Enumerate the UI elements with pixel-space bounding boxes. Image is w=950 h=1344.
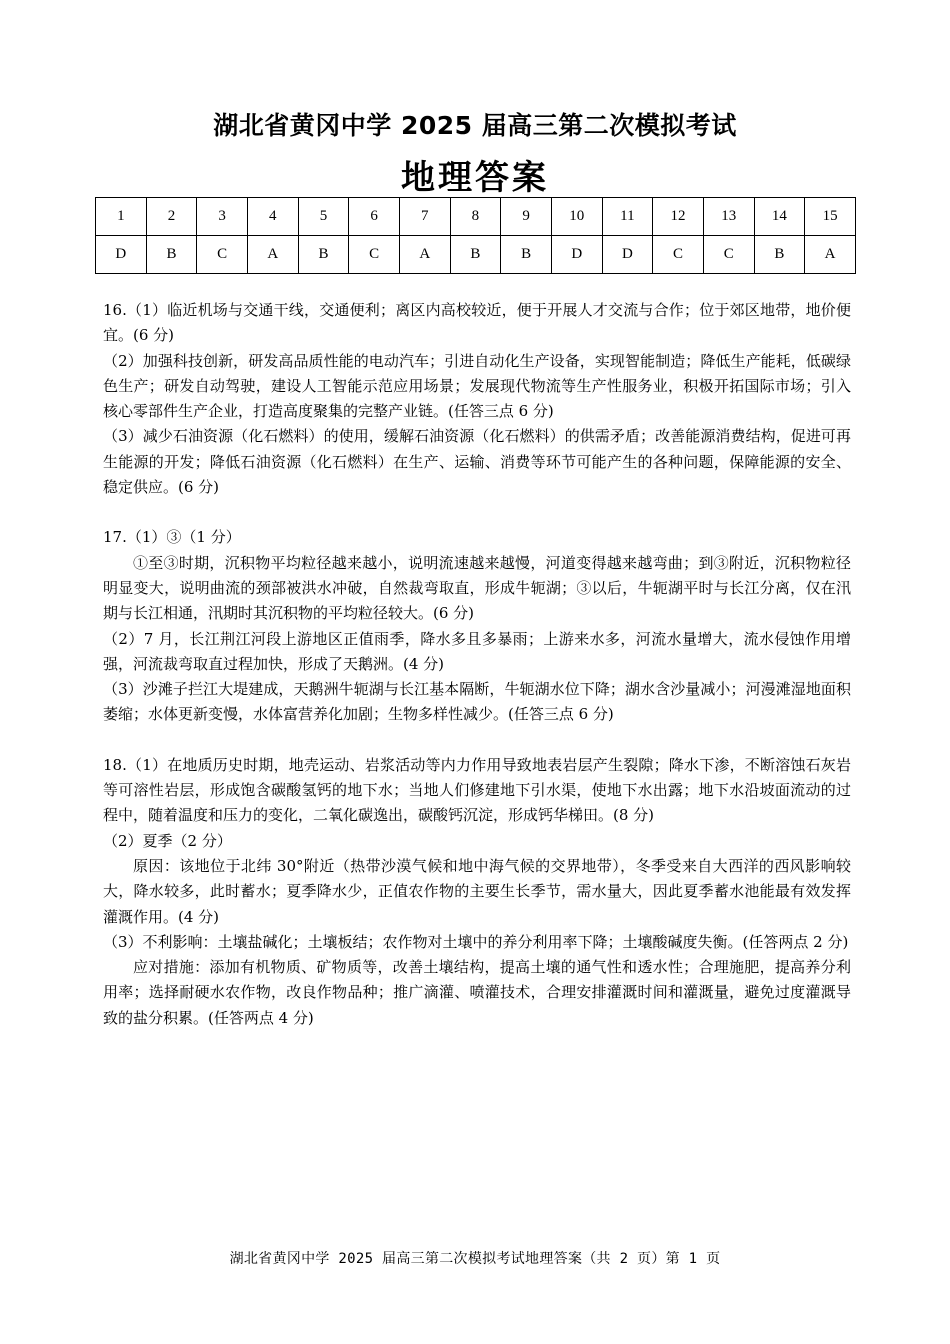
question-number-cell: 15 — [805, 198, 856, 236]
multiple-choice-answer-table — [95, 197, 856, 274]
q17-part1: 17.（1）③（1 分） — [103, 528, 241, 547]
question-number-row — [96, 198, 856, 236]
question-16-block — [103, 298, 851, 500]
answer-cell: D — [96, 236, 147, 274]
answer-cell: C — [197, 236, 248, 274]
question-number-cell: 12 — [653, 198, 704, 236]
document-subtitle: 地理答案 — [401, 158, 549, 198]
answer-cell: A — [805, 236, 856, 274]
answer-cell: A — [247, 236, 298, 274]
answer-cell: B — [298, 236, 349, 274]
q17-part1-explanation: ①至③时期，沉积物平均粒径越来越小，说明流速越来越慢，河道变得越来越弯曲；到③附近，沉积物粒径明显变大，说明曲流的颈部被洪水冲破，自然裁弯取直，形成牛轭湖；③以后，牛轭湖平时与长江分离，仅在汛期与长江相通，汛期时其沉积物的平均粒径较大。(6 分) — [103, 553, 851, 623]
q17-part2: （2）7 月，长江荆江河段上游地区正值雨季，降水多且多暴雨；上游来水多，河流水量增大，流水侵蚀作用增强，河流裁弯取直过程加快，形成了天鹅洲。(4 分) — [103, 629, 851, 673]
question-number-cell: 13 — [703, 198, 754, 236]
answer-cell: D — [551, 236, 602, 274]
q16-part3: （3）减少石油资源（化石燃料）的使用，缓解石油资源（化石燃料）的供需矛盾；改善能源消费结构，促进可再生能源的开发；降低石油资源（化石燃料）在生产、运输、消费等环节可能产生的各种问题，保障能源的安全、稳定供应。(6 分) — [103, 427, 851, 497]
question-number-cell: 10 — [551, 198, 602, 236]
answer-row — [96, 236, 856, 274]
q18-part1: 18.（1）在地质历史时期，地壳运动、岩浆活动等内力作用导致地表岩层产生裂隙；降水下渗，不断溶蚀石灰岩等可溶性岩层，形成饱含碳酸氢钙的地下水；当地人们修建地下引水渠，使地下水出露；地下水沿坡面流动的过程中，随着温度和压力的变化，二氧化碳逸出，碳酸钙沉淀，形成钙华梯田。(8 分) — [103, 755, 851, 825]
q18-part3: （3）不利影响：土壤盐碱化；土壤板结；农作物对土壤中的养分利用率下降；土壤酸碱度失衡。(任答两点 2 分) — [103, 932, 849, 951]
q18-part2: （2）夏季（2 分） — [103, 831, 232, 850]
page-footer: 湖北省黄冈中学 2025 届高三第二次模拟考试地理答案（共 2 页）第 1 页 — [229, 1251, 721, 1267]
answer-cell: B — [450, 236, 501, 274]
answer-content — [103, 298, 851, 1031]
question-number-cell: 11 — [602, 198, 653, 236]
question-number-cell: 14 — [754, 198, 805, 236]
question-number-cell: 8 — [450, 198, 501, 236]
question-number-cell: 4 — [247, 198, 298, 236]
question-number-cell: 7 — [399, 198, 450, 236]
q18-part2-reason: 原因：该地位于北纬 30°附近（热带沙漠气候和地中海气候的交界地带），冬季受来自大西洋的西风影响较大，降水较多，此时蓄水；夏季降水少，正值农作物的主要生长季节，需水量大，因此夏季蓄水池能最有效发挥灌溉作用。(4 分) — [103, 856, 851, 926]
q16-part2: （2）加强科技创新，研发高品质性能的电动汽车；引进自动化生产设备，实现智能制造；降低生产能耗，低碳绿色生产；研发自动驾驶，建设人工智能示范应用场景；发展现代物流等生产性服务业，积极开拓国际市场；引入核心零部件生产企业，打造高度聚集的完整产业链。(任答三点 6 分) — [103, 351, 851, 421]
spacer — [103, 728, 851, 753]
question-number-cell: 5 — [298, 198, 349, 236]
question-number-cell: 3 — [197, 198, 248, 236]
answer-cell: B — [754, 236, 805, 274]
answer-cell: A — [399, 236, 450, 274]
question-number-cell: 1 — [96, 198, 147, 236]
q17-part3: （3）沙滩子拦江大堤建成，天鹅洲牛轭湖与长江基本隔断，牛轭湖水位下降；湖水含沙量减小；河漫滩湿地面积萎缩；水体更新变慢，水体富营养化加剧；生物多样性减少。(任答三点 6 分) — [103, 680, 851, 724]
answer-cell: C — [703, 236, 754, 274]
question-number-cell: 6 — [349, 198, 400, 236]
answer-cell: C — [349, 236, 400, 274]
answer-cell: B — [146, 236, 197, 274]
question-17-block — [103, 525, 851, 727]
spacer — [103, 500, 851, 525]
question-18-block — [103, 753, 851, 1031]
question-number-cell: 9 — [501, 198, 552, 236]
q18-part3-measures: 应对措施：添加有机物质、矿物质等，改善土壤结构，提高土壤的通气性和透水性；合理施肥，提高养分利用率；选择耐硬水农作物，改良作物品种；推广滴灌、喷灌技术，合理安排灌溉时间和灌溉量，避免过度灌溉导致的盐分积累。(任答两点 4 分) — [103, 958, 851, 1027]
q16-part1: 16.（1）临近机场与交通干线，交通便利；离区内高校较近，便于开展人才交流与合作；位于郊区地带，地价便宜。(6 分) — [103, 301, 851, 345]
document-title: 湖北省黄冈中学 2025 届高三第二次模拟考试 — [213, 111, 737, 140]
answer-cell: D — [602, 236, 653, 274]
answer-cell: C — [653, 236, 704, 274]
answer-cell: B — [501, 236, 552, 274]
question-number-cell: 2 — [146, 198, 197, 236]
